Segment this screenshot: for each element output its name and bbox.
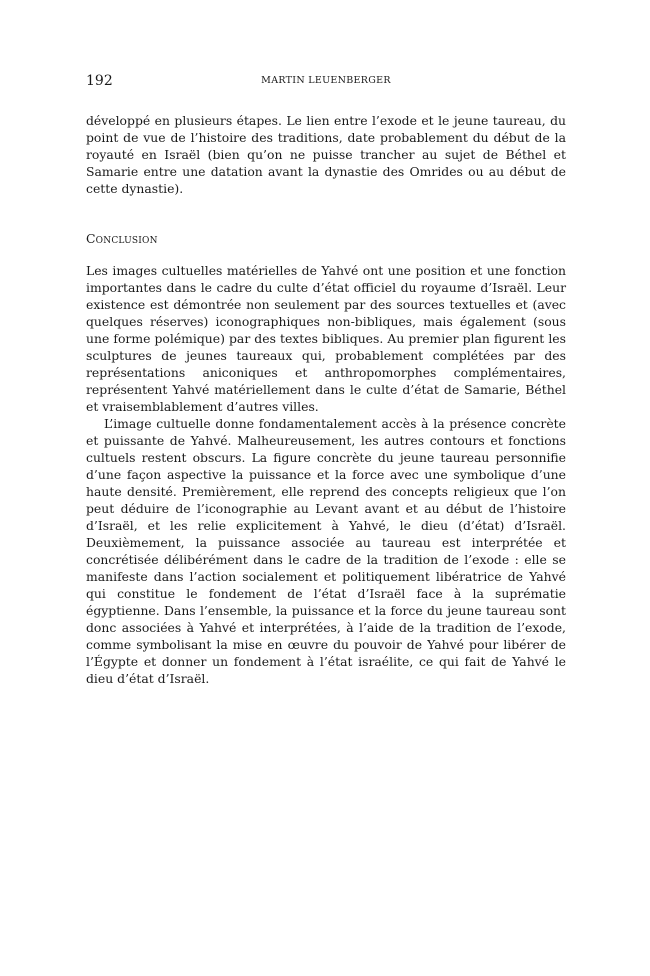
running-head [86, 72, 566, 92]
section-heading: Conclusion [86, 231, 158, 246]
continued-text [86, 112, 566, 197]
conclusion-paragraph-1: Les images cultuelles matérielles de Yahvé ont une position et une fonction importantes dans le cadre du culte d’état officiel du royaume d’Israël. Leur existence est démontrée non seulement par des sources textuelles et (avec quelques réserves) iconographiques non-bibliques, mais également (sous une forme polémique) par des textes bibliques. Au premier plan figurent les sculptures de jeunes taureaux qui, probablement complétées par des représentations aniconiques et anthropomorphes complémentaires, représentent Yahvé matériellement dans le culte d’état de Samarie, Béthel et vraisemblablement d’autres villes. [86, 263, 566, 414]
running-head-author: MARTIN LEUENBERGER [261, 75, 391, 86]
conclusion-paragraph-2: L’image cultuelle donne fondamentalement accès à la présence concrète et puissante de Yahvé. Malheureusement, les autres contours et fonctions cultuels restent obscurs. La figure concrète du jeune taureau personnifie d’une façon aspective la puissance et la force avec une symbolique d’une haute densité. Premièrement, elle reprend des concepts religieux que l’on peut déduire de l’iconographie au Levant avant et au début de l’histoire d’Israël, et les relie explicitement à Yahvé, le dieu (d’état) d’Israël. Deuxièmement, la puissance associée au taureau est interprétée et concrétisée délibérément dans le cadre de la tradition de l’exode : elle se manifeste dans l’action socialement et politiquement libératrice de Yahvé qui constitue le fondement de l’état d’Israël face à la suprématie égyptienne. Dans l’ensemble, la puissance et la force du jeune taureau sont donc associées à Yahvé et interprétées, à l’aide de la tradition de l’exode, comme symbolisant la mise en œuvre du pouvoir de Yahvé pour libérer de l’Égypte et donner un fondement à l’état israélite, ce qui fait de Yahvé le dieu d’état d’Israël. [86, 416, 566, 686]
page-number: 192 [86, 73, 113, 89]
conclusion-body [86, 262, 566, 687]
intro-paragraph: développé en plusieurs étapes. Le lien entre l’exode et le jeune taureau, du point de vue de l’histoire des traditions, date probablement du début de la royauté en Israël (bien qu’on ne puisse trancher au sujet de Béthel et Samarie entre une datation avant la dynastie des Omrides ou au début de cette dynastie). [86, 113, 566, 196]
